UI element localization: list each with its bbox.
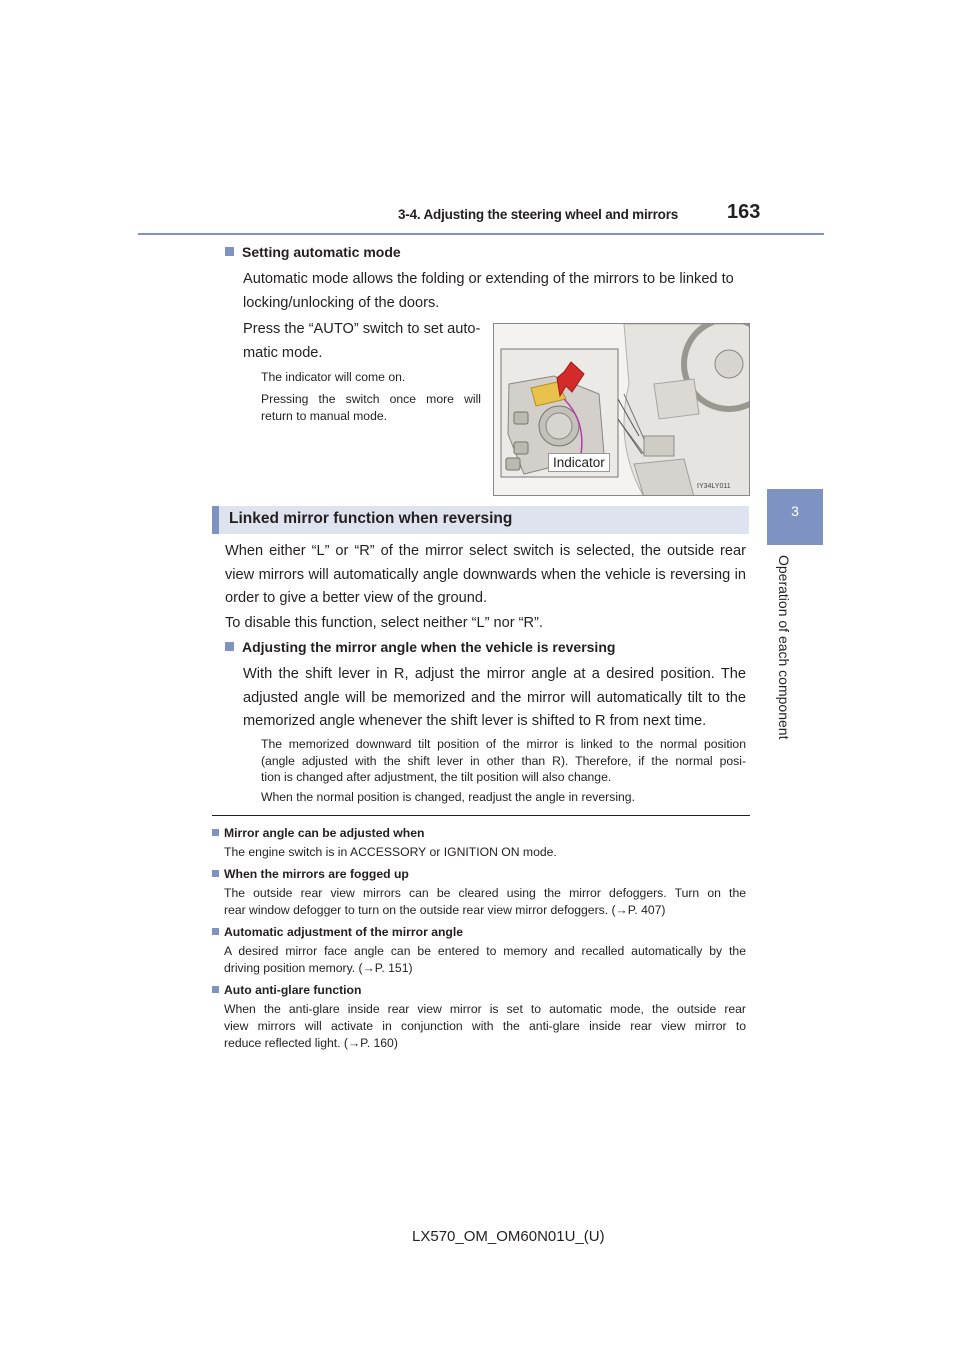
setting-auto-note2: Pressing the switch once more will return to manual mode.	[261, 392, 481, 423]
square-bullet-icon	[225, 247, 234, 256]
section-title: Linked mirror function when reversing	[229, 510, 513, 527]
square-bullet-icon	[212, 986, 219, 993]
square-bullet-icon	[212, 870, 219, 877]
chapter-label	[770, 555, 794, 750]
reversing-small-note-2: When the normal position is changed, readjust the angle in reversing.	[261, 790, 635, 804]
square-bullet-icon	[212, 829, 219, 836]
setting-auto-intro: Automatic mode allows the folding or extending of the mirrors to be linked to locking/unlocking of the doors.	[243, 271, 734, 311]
setting-auto-heading: Setting automatic mode	[225, 244, 401, 260]
doc-code-footer: LX570_OM_OM60N01U_(U)	[412, 1228, 605, 1245]
note-item: Automatic adjustment of the mirror angle A desired mirror face angle can be entered to memory and recalled automatically by the driving position memory. (→P. 151)	[212, 925, 746, 977]
mirror-switch-illustration	[493, 323, 750, 496]
page-number: 163	[727, 201, 761, 223]
note-item: Mirror angle can be adjusted when The engine switch is in ACCESSORY or IGNITION ON mode.	[212, 826, 746, 861]
reversing-sub-para: With the shift lever in R, adjust the mirror angle at a desired position. The adjusted angle will be memorized and the mirror will automatically tilt to the memorized angle whenever the shift lever is shifted to R from next time.	[243, 666, 746, 729]
header-rule	[138, 233, 824, 235]
reversing-small-note-1: The memorized downward tilt position of the mirror is linked to the normal position (angle adjusted with the shift lever in other than R). Therefore, if the normal posi- tion is changed after adjustment, the tilt position will also change.	[261, 737, 746, 784]
indicator-callout-label: Indicator	[548, 453, 610, 472]
linked-para-2: To disable this function, select neither “L” nor “R”.	[225, 615, 543, 631]
chapter-number: 3	[791, 503, 799, 519]
linked-para-1: When either “L” or “R” of the mirror select switch is selected, the outside rear view mirrors will automatically angle downwards when the vehicle is reversing in order to give a better view of the ground.	[225, 543, 746, 606]
section-title-bar	[212, 506, 749, 534]
setting-auto-press: Press the “AUTO” switch to set auto- matic mode.	[243, 321, 481, 361]
notes-divider	[212, 815, 750, 816]
illustration-code: IY34LY011	[697, 483, 731, 490]
notes-list	[212, 826, 746, 1052]
square-bullet-icon	[212, 928, 219, 935]
header-section-title: 3-4. Adjusting the steering wheel and mirrors	[398, 207, 679, 222]
chapter-label-text: Operation of each component	[776, 555, 792, 740]
note-item: Auto anti-glare function When the anti-glare inside rear view mirror is set to automatic mode, the outside rear view mirrors will activate in conjunction with the anti-glare inside rear view mirror to reduce reflected light. (→P. 160)	[212, 983, 746, 1052]
reversing-sub-heading: Adjusting the mirror angle when the vehicle is reversing	[225, 639, 615, 655]
setting-auto-note1: The indicator will come on.	[261, 370, 406, 384]
square-bullet-icon	[225, 642, 234, 651]
dashboard-drawing	[494, 324, 750, 496]
note-item: When the mirrors are fogged up The outside rear view mirrors can be cleared using the mirror defoggers. Turn on the rear window defogger to turn on the outside rear view mirror defoggers. (→P. 407)	[212, 867, 746, 919]
